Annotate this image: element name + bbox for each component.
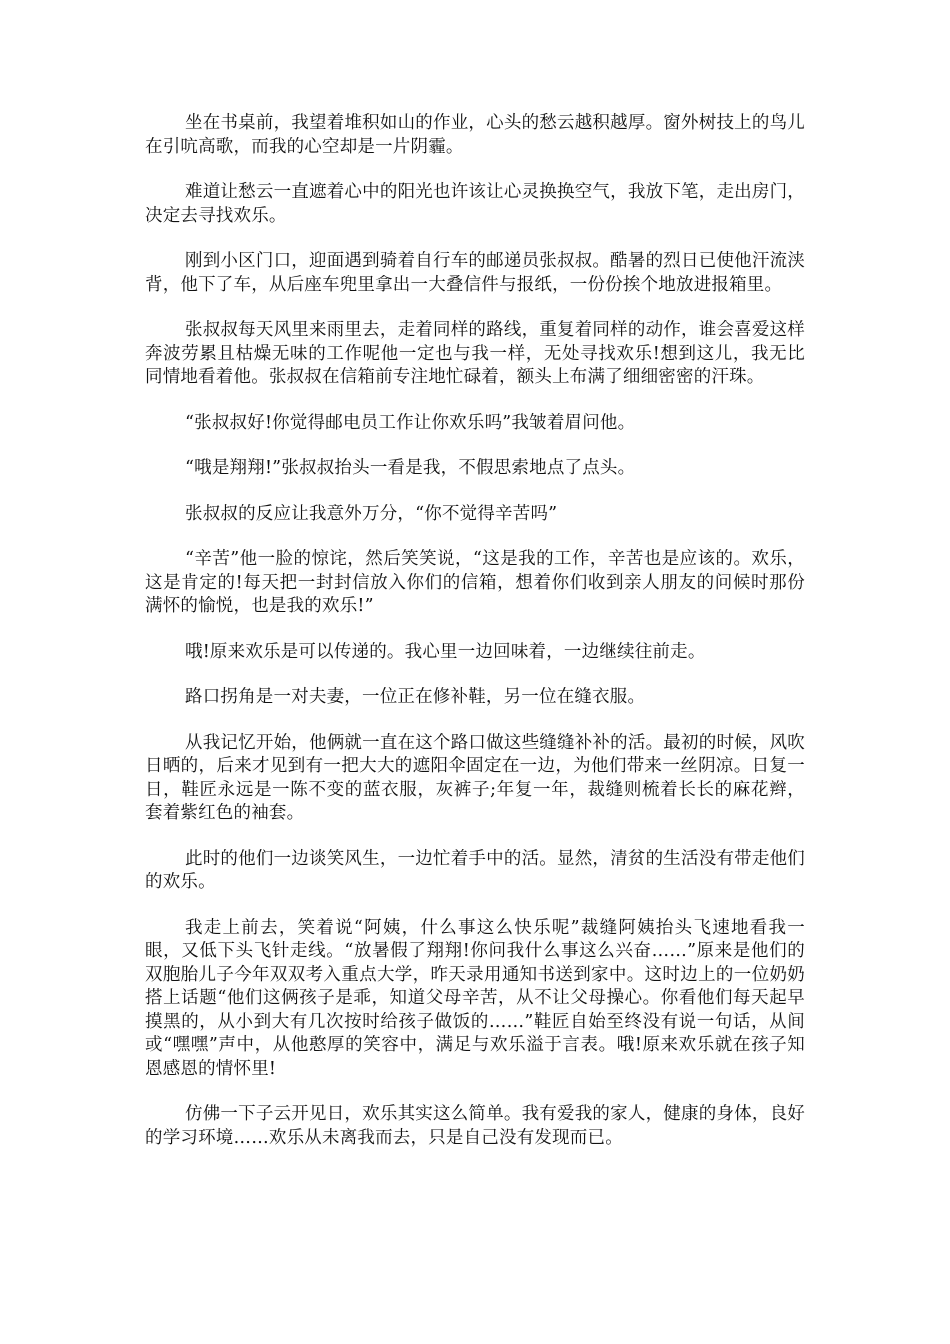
paragraph: 张叔叔的反应让我意外万分，“你不觉得辛苦吗”: [185, 503, 558, 524]
paragraph: 我走上前去，笑着说“阿姨，什么事这么快乐呢”裁缝阿姨抬头飞速地看我一眼，又低下头飞针走线。“放暑假了翔翔!你问我什么事这么兴奋……”原来是他们的双胞胎儿子今年双双考入重点大学，昨天录用通知书送到家中。这时边上的一位奶奶搭上话题“他们这俩孩子是乖，知道父母辛苦，从不让父母操心。你看他们每天起早摸黑的，从小到大有几次按时给孩子做饭的……”鞋匠自始至终没有说一句话，从间或“嘿嘿”声中，从他憨厚的笑容中，满足与欢乐溢于言表。哦!原来欢乐就在孩子知恩感恩的情怀里!: [145, 917, 805, 1079]
paragraph: 此时的他们一边谈笑风生，一边忙着手中的活。显然，清贫的生活没有带走他们的欢乐。: [145, 848, 805, 892]
paragraph: 坐在书桌前，我望着堆积如山的作业，心头的愁云越积越厚。窗外树技上的鸟儿在引吭高歌，而我的心空却是一片阴霾。: [145, 113, 805, 157]
paragraph: 从我记忆开始，他俩就一直在这个路口做这些缝缝补补的活。最初的时候，风吹日晒的，后来才见到有一把大大的遮阳伞固定在一边，为他们带来一丝阴凉。日复一日，鞋匠永远是一陈不变的蓝衣服，灰裤子;年复一年，裁缝则梳着长长的麻花辫，套着紫红色的袖套。: [145, 732, 805, 823]
paragraph: “张叔叔好!你觉得邮电员工作让你欢乐吗”我皱着眉问他。: [185, 412, 636, 433]
paragraph: 难道让愁云一直遮着心中的阳光也许该让心灵换换空气，我放下笔，走出房门，决定去寻找欢乐。: [145, 182, 805, 226]
document-page: [145, 112, 805, 1172]
paragraph: 刚到小区门口，迎面遇到骑着自行车的邮递员张叔叔。酷暑的烈日已使他汗流浃背，他下了车，从后座车兜里拿出一大叠信件与报纸，一份份挨个地放进报箱里。: [145, 251, 805, 295]
paragraph: 路口拐角是一对夫妻，一位正在修补鞋，另一位在缝衣服。: [185, 687, 646, 707]
paragraph: “辛苦”他一脸的惊诧，然后笑笑说，“这是我的工作，辛苦也是应该的。欢乐，这是肯定的!每天把一封封信放入你们的信箱，想着你们收到亲人朋友的问候时那份满怀的愉悦，也是我的欢乐!”: [145, 549, 805, 616]
paragraph: 哦!原来欢乐是可以传递的。我心里一边回味着，一边继续往前走。: [185, 641, 706, 662]
paragraph: 张叔叔每天风里来雨里去，走着同样的路线，重复着同样的动作，谁会喜爱这样奔波劳累且枯燥无味的工作呢他一定也与我一样，无处寻找欢乐!想到这儿，我无比同情地看着他。张叔叔在信箱前专注地忙碌着，额头上布满了细细密密的汗珠。: [145, 320, 805, 387]
paragraph: “哦是翔翔!”张叔叔抬头一看是我，不假思索地点了点头。: [185, 458, 636, 478]
paragraph: 仿佛一下子云开见日，欢乐其实这么简单。我有爱我的家人，健康的身体，良好的学习环境……欢乐从未离我而去，只是自己没有发现而已。: [145, 1104, 805, 1148]
